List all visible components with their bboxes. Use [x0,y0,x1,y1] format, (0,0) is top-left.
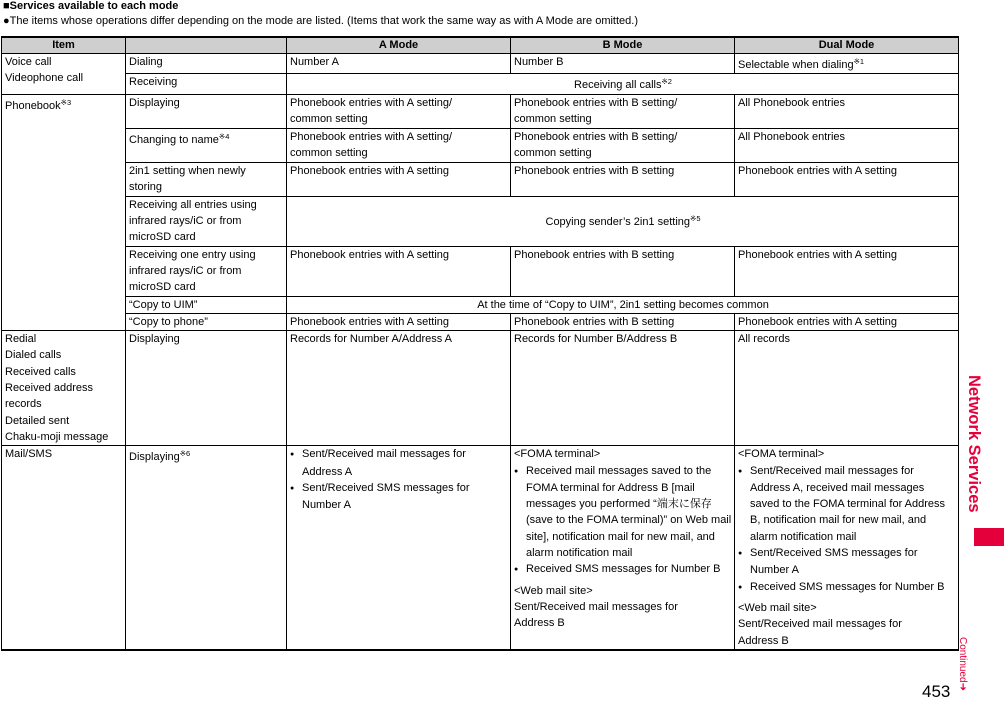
a-mode-cell: Phonebook entries with A setting [287,162,511,196]
item-cell [126,246,287,296]
group-line: records [5,398,42,411]
group-line: Dialed calls [5,349,62,362]
group-line: Received address [5,382,94,395]
b-mode-cell [511,128,735,162]
a-mode-cell [287,128,511,162]
footnote-mark: ※6 [179,449,191,459]
table-row [2,162,959,196]
header-a-mode: A Mode [287,37,511,54]
section-tab-label: Network Services [965,375,983,513]
item-cell [126,446,287,650]
header-item: Item [2,37,126,54]
group-voice [2,54,126,95]
cell-line: microSD card [129,231,196,244]
cell-line: common setting [514,146,592,159]
dual-mode-cell [735,54,959,74]
a-mode-cell: Number A [287,54,511,74]
a-mode-cell: Phonebook entries with A setting [287,246,511,296]
bullet-item: ● Received SMS messages for Number B [514,561,732,578]
section-heading: ■Services available to each mode [3,0,179,12]
table-header-row [2,37,959,54]
cell-text: Sent/Received mail messages for Address B [514,600,678,630]
item-cell: Dialing [126,54,287,74]
b-mode-cell: Phonebook entries with B setting [511,313,735,330]
footnote-mark: ※1 [853,57,865,66]
group-mail: Mail/SMS [2,446,126,650]
footnote-mark: ※4 [218,131,230,141]
cell-line: Receiving one entry using [129,248,256,261]
item-cell: “Copy to phone” [126,313,287,330]
cell-text: Receiving all calls [574,79,662,92]
cell-text: Sent/Received mail messages for Address B [738,618,902,647]
item-cell: Displaying [126,331,287,446]
cell-line: infrared rays/iC or from [129,264,242,277]
dual-mode-cell: All records [735,331,959,446]
subheading: <FOMA terminal> [514,448,601,461]
cell-line: Phonebook entries with B setting/ [514,130,678,143]
header-b-mode: B Mode [511,37,735,54]
cell-line: common setting [514,112,592,125]
dual-mode-cell: All Phonebook entries [735,128,959,162]
page-number: 453 [922,682,951,701]
arrow-right-icon: ➜ [957,682,968,691]
item-cell [126,128,287,162]
table-row [2,74,959,94]
footnote-mark: ※5 [690,214,701,224]
bullet-item: ● Sent/Received mail messages for Address A, received mail messages saved to the FOMA terminal for Address B, notification mail for new mail, and alarm notification mail [738,463,956,545]
dual-mode-cell: Phonebook entries with A setting [735,246,959,296]
footnote-mark: ※2 [661,77,672,87]
b-mode-cell [511,446,735,650]
header-dual-mode: Dual Mode [735,37,959,54]
cell-line: Phonebook entries with A setting/ [290,130,453,143]
cell-line: Phonebook entries with A setting/ [290,96,453,109]
cell-line: Phonebook entries with B setting/ [514,96,678,109]
cell-line: common setting [290,146,368,159]
merged-cell [287,196,959,246]
dual-mode-cell: Phonebook entries with A setting [735,162,959,196]
continued-text: Continued [957,637,968,683]
item-cell: Receiving [126,74,287,94]
group-line: Redial [5,333,37,346]
item-cell [126,196,287,246]
a-mode-cell [287,94,511,128]
subheading: <FOMA terminal> [738,448,825,461]
b-mode-cell: Number B [511,54,735,74]
b-mode-cell: Records for Number B/Address B [511,331,735,446]
item-cell [126,162,287,196]
subheading: <Web mail site> [738,601,817,614]
group-redial [2,331,126,446]
a-mode-cell: Phonebook entries with A setting [287,313,511,330]
cell-line: microSD card [129,281,196,294]
cell-line: common setting [290,112,368,125]
cell-line: storing [129,180,163,193]
dual-mode-cell: All Phonebook entries [735,94,959,128]
item-cell: “Copy to UIM” [126,296,287,313]
bullet-item: ● Received SMS messages for Number B [738,579,956,596]
a-mode-cell [287,446,511,650]
cell-line: infrared rays/iC or from [129,214,242,227]
group-line: Chaku-moji message [5,430,109,443]
dual-mode-cell: Phonebook entries with A setting [735,313,959,330]
group-label: Videophone call [5,72,84,85]
table-row [2,54,959,74]
cell-text: Changing to name [129,133,219,146]
a-mode-cell: Records for Number A/Address A [287,331,511,446]
subheading: <Web mail site> [514,584,593,597]
header-item-spacer [126,37,287,54]
table-row [2,246,959,296]
bullet-item: ● Sent/Received mail messages for Address A [290,446,508,480]
table-row [2,94,959,128]
group-phonebook [2,94,126,331]
table-row [2,313,959,330]
continued-label [957,637,968,691]
item-cell: Displaying [126,94,287,128]
cell-text: Selectable when dialing [738,59,854,71]
b-mode-cell [511,94,735,128]
section-tab-marker [974,528,1004,546]
table-row [2,331,959,446]
cell-line: 2in1 setting when newly [129,164,246,177]
b-mode-cell: Phonebook entries with B setting [511,246,735,296]
cell-line: Receiving all entries using [129,198,257,211]
dual-mode-cell [735,446,959,650]
group-line: Detailed sent [5,414,70,427]
group-line: Received calls [5,365,76,378]
table-row [2,128,959,162]
group-label: Phonebook [5,99,61,112]
bullet-item: ● Received mail messages saved to the FOMA terminal for Address B [mail messages you performed “端末に保存 (save to the FOMA terminal)” on Web mail site], notification mail for new mail, and alarm notification mail [514,463,732,562]
cell-text: Displaying [129,451,180,464]
services-table [1,36,959,651]
cell-text: Copying sender’s 2in1 setting [545,216,691,229]
intro-note: ●The items whose operations differ depending on the mode are listed. (Items that work the same way as with A Mode are omitted.) [3,15,638,27]
bullet-item: ● Sent/Received SMS messages for Number A [290,480,508,514]
group-label: Voice call [5,56,52,68]
merged-cell [287,74,959,94]
table-row [2,446,959,650]
b-mode-cell: Phonebook entries with B setting [511,162,735,196]
table-row [2,296,959,313]
merged-cell: At the time of “Copy to UIM”, 2in1 setting becomes common [287,296,959,313]
bullet-item: ● Sent/Received SMS messages for Number A [738,545,956,579]
footnote-mark: ※3 [60,97,72,107]
table-row [2,196,959,246]
